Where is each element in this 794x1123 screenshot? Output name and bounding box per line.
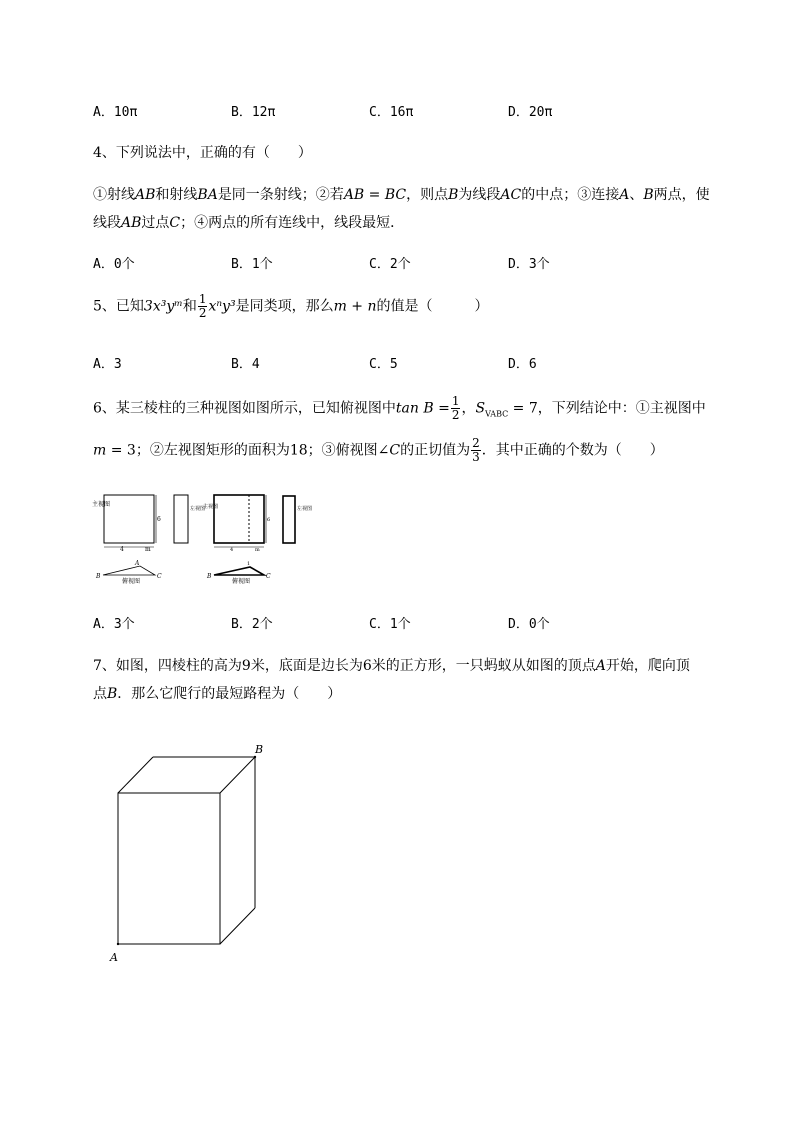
prism-top-right-edge: [220, 757, 255, 793]
q5-fraction: $\frac{1}{2}$: [198, 292, 207, 320]
top-view-label-right: 俯视图: [232, 578, 251, 585]
q6-option-c[interactable]: C．1个: [369, 617, 411, 632]
q6-three-views-figure: [90, 488, 313, 588]
front-view-label-left: 主视图: [92, 501, 111, 508]
q5-options: [93, 353, 713, 373]
q6-options: [93, 613, 713, 633]
prism-top-left-edge: [118, 757, 153, 793]
q4-statement-line1: ①射线AB和射线BA是同一条射线；②若AB = BC，则点B为线段AC的中点；③连接A、B两点，使: [93, 187, 710, 203]
side-view-label-right: 左视图: [297, 506, 313, 512]
top-pt-b-right: B: [207, 573, 212, 580]
top-pt-c-right: C: [266, 573, 271, 580]
prism-bottom-right-edge: [220, 908, 255, 944]
q5-option-d[interactable]: D．6: [508, 357, 537, 372]
q6-option-a[interactable]: A．3个: [93, 617, 135, 632]
dim-m-label-right: m: [255, 547, 260, 553]
front-view-rect-left: [104, 495, 154, 543]
q6-option-b[interactable]: B．2个: [231, 617, 273, 632]
q4-option-b[interactable]: B．1个: [231, 257, 273, 272]
q4-option-c[interactable]: C．2个: [369, 257, 411, 272]
q4-option-d[interactable]: D．3个: [508, 257, 550, 272]
q3-options: [93, 101, 713, 121]
dim-6-label-right: 6: [267, 517, 271, 523]
q4-options: [93, 253, 713, 273]
q3-option-b[interactable]: B．12π: [231, 105, 276, 120]
side-view-rect-right: [283, 496, 295, 543]
q5-stem: 5、已知3x³yᵐ和 $\frac{1}{2}$ xⁿy³是同类项，那么m + n的值是（ ）: [93, 292, 489, 320]
side-view-rect-left: [174, 495, 188, 543]
q6-option-d[interactable]: D．0个: [508, 617, 550, 632]
q6-fraction-half: $\frac{1}{2}$: [451, 394, 460, 422]
front-view-label-right: 主视图: [203, 504, 219, 510]
top-pt-b-left: B: [96, 573, 101, 580]
dim-m-label-left: m: [145, 546, 151, 553]
q6-fraction-two-thirds: $\frac{2}{3}$: [472, 436, 480, 464]
q5-option-a[interactable]: A．3: [93, 357, 122, 372]
top-view-triangle-left: [103, 566, 155, 575]
vertex-a-dot: [117, 943, 119, 945]
side-view-label-left: 左视图: [190, 506, 206, 512]
top-view-triangle-right: [214, 567, 264, 575]
q6-stem-line1: 6、某三棱柱的三种视图如图所示，已知俯视图中tan B = $\frac{1}{2}$ ，$S_{VABC} = 7$，下列结论中：①主视图中: [93, 394, 706, 422]
q4-option-a[interactable]: A．0个: [93, 257, 135, 272]
q5-option-b[interactable]: B．4: [231, 357, 260, 372]
vertex-b-label: B: [255, 743, 264, 756]
q4-statement-line2: 线段AB过点C；④两点的所有连线中，线段最短．: [93, 215, 405, 231]
top-view-label-left: 俯视图: [122, 578, 141, 585]
q3-option-a[interactable]: A．10π: [93, 105, 138, 120]
vertex-a-label: A: [110, 951, 118, 964]
prism-front-face: [118, 793, 220, 944]
front-view-rect-right: [214, 495, 264, 543]
q7-prism-figure: [105, 738, 275, 968]
q7-stem-line1: 7、如图，四棱柱的高为9米，底面是边长为6米的正方形，一只蚂蚁从如图的顶点A开始，爬向顶: [93, 658, 690, 674]
q4-stem: 4、下列说法中，正确的有（ ）: [93, 145, 312, 161]
dim-1-label-right: 1: [247, 561, 251, 567]
q7-stem-line2: 点B．那么它爬行的最短路程为（ ）: [93, 686, 342, 702]
top-pt-c-left: C: [157, 573, 162, 580]
q6-stem-line2: m = 3；②左视图矩形的面积为18；③俯视图∠C的正切值为 $\frac{2}{3}$ ．其中正确的个数为（ ）: [93, 436, 664, 464]
top-pt-a-left: A: [135, 560, 140, 567]
q5-option-c[interactable]: C．5: [369, 357, 398, 372]
dim-4-label-left: 4: [120, 546, 124, 553]
vertex-b-dot: [254, 756, 256, 758]
dim-4-label-right: 4: [230, 547, 234, 553]
q3-option-d[interactable]: D．20π: [508, 105, 553, 120]
q3-option-c[interactable]: C．16π: [369, 105, 414, 120]
dim-6-label-left: 6: [157, 516, 161, 523]
